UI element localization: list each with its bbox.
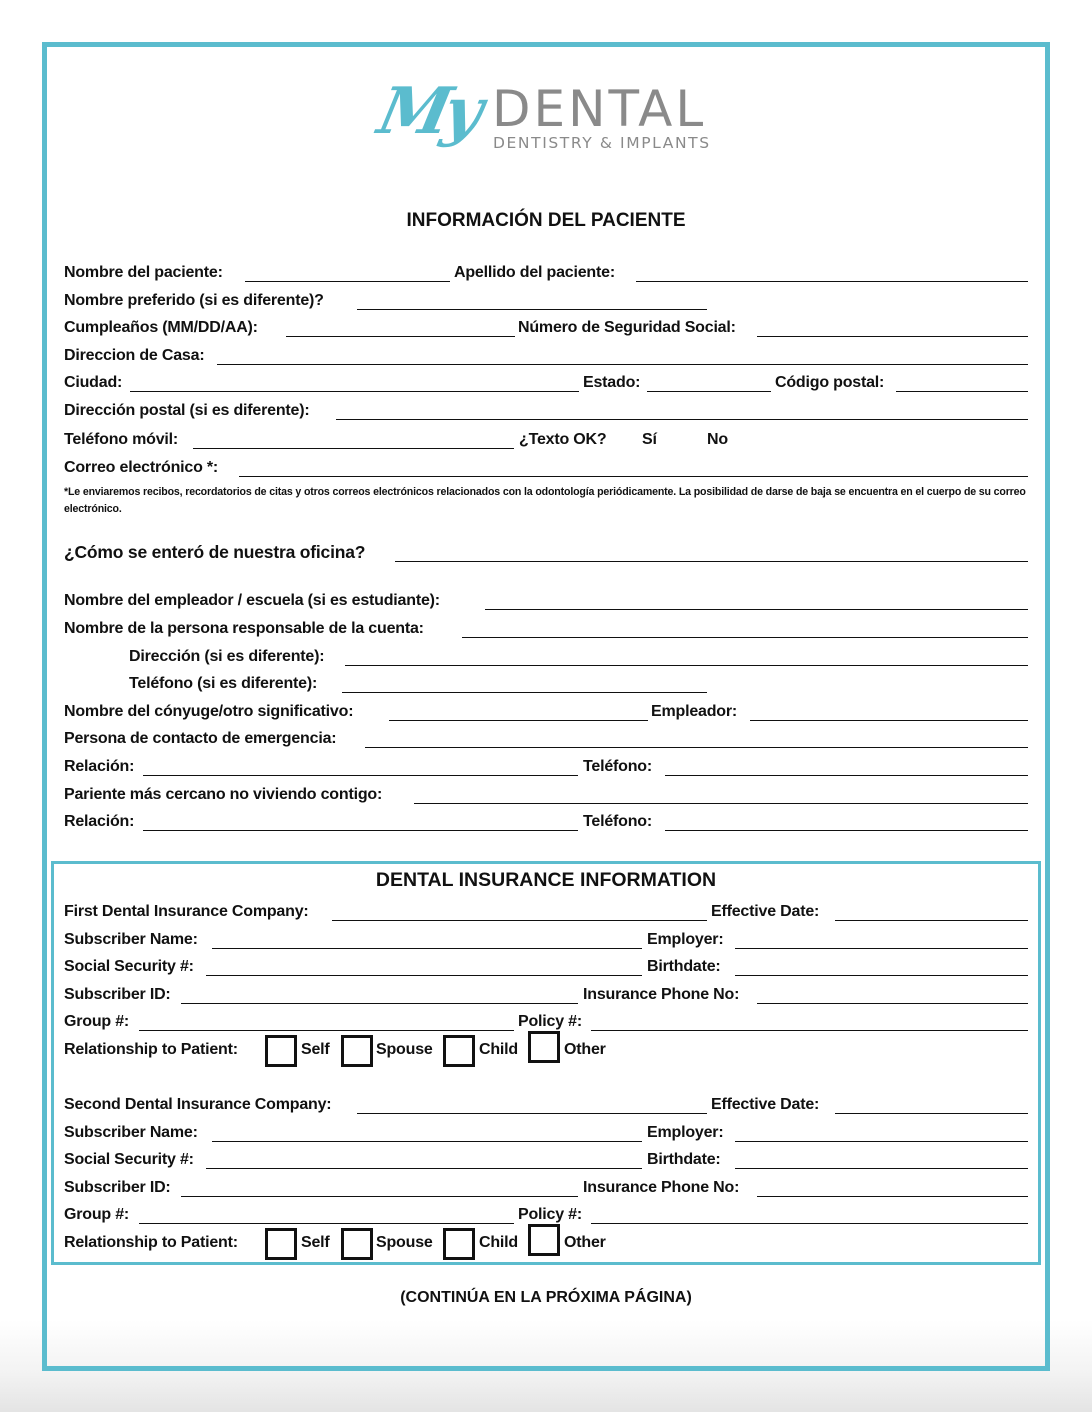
label-nearest-relative: Pariente más cercano no viviendo contigo: [64, 786, 383, 803]
label-preferred-name: Nombre preferido (si es diferente)? [64, 292, 324, 309]
label-rp-address: Dirección (si es diferente): [129, 648, 325, 665]
responsible-party-field[interactable] [462, 637, 1028, 638]
label-ins2-relationship: Relationship to Patient: [64, 1234, 238, 1251]
label-employer-school: Nombre del empleador / escuela (si es estudiante): [64, 592, 440, 609]
ins1-ssn-field[interactable] [206, 975, 642, 976]
ins1-subscriber-name-field[interactable] [212, 948, 642, 949]
form-title: INFORMACIÓN DEL PACIENTE [406, 210, 686, 231]
ins2-company-field[interactable] [357, 1113, 707, 1114]
continued-note: (CONTINÚA EN LA PRÓXIMA PÁGINA) [400, 1289, 692, 1306]
label-nr-phone: Teléfono: [583, 813, 653, 830]
label-zip: Código postal: [775, 374, 885, 391]
ins1-effective-date-field[interactable] [835, 920, 1028, 921]
text-ok-yes-option[interactable]: Sí [642, 431, 657, 448]
ins2-effective-date-field[interactable] [835, 1113, 1028, 1114]
email-note: *Le enviaremos recibos, recordatorios de citas y otros correos electrónicos relacionados con la odontología periódicamente. La posibilidad de darse de baja se encuentra en el cuerpo de su correo electrónico. [64, 486, 1026, 515]
ins2-phone-field[interactable] [757, 1196, 1028, 1197]
spouse-field[interactable] [389, 720, 648, 721]
label-ins2-effective-date: Effective Date: [711, 1096, 820, 1113]
ins1-other-label: Other [564, 1041, 606, 1058]
ins2-child-checkbox[interactable] [443, 1228, 475, 1260]
label-ins2-group: Group #: [64, 1206, 130, 1223]
ins2-policy-field[interactable] [591, 1223, 1028, 1224]
nr-relation-field[interactable] [143, 830, 578, 831]
label-spouse-employer: Empleador: [651, 703, 738, 720]
ins1-other-checkbox[interactable] [528, 1031, 560, 1063]
last-name-field[interactable] [636, 281, 1028, 282]
ins2-subscriber-name-field[interactable] [212, 1141, 642, 1142]
ec-relation-field[interactable] [143, 775, 578, 776]
ins1-employer-field[interactable] [735, 948, 1028, 949]
ins1-self-checkbox[interactable] [265, 1035, 297, 1067]
ins2-spouse-label: Spouse [376, 1234, 433, 1251]
label-nr-relation: Relación: [64, 813, 135, 830]
birthday-field[interactable] [286, 336, 515, 337]
label-ins1-policy: Policy #: [518, 1013, 583, 1030]
ins2-birthdate-field[interactable] [735, 1168, 1028, 1169]
label-ins1-phone: Insurance Phone No: [583, 986, 740, 1003]
label-text-ok: ¿Texto OK? [519, 431, 607, 448]
text-ok-no-option[interactable]: No [707, 431, 728, 448]
email-field[interactable] [239, 476, 1028, 477]
first-name-field[interactable] [245, 281, 450, 282]
label-mobile: Teléfono móvil: [64, 431, 179, 448]
ins2-child-label: Child [479, 1234, 518, 1251]
label-ins1-effective-date: Effective Date: [711, 903, 820, 920]
ins1-group-field[interactable] [139, 1030, 514, 1031]
label-ins2-policy: Policy #: [518, 1206, 583, 1223]
logo-script: My [372, 74, 485, 149]
ins1-spouse-checkbox[interactable] [341, 1035, 373, 1067]
ins2-spouse-checkbox[interactable] [341, 1228, 373, 1260]
label-email: Correo electrónico *: [64, 459, 219, 476]
logo-tagline: DENTISTRY & IMPLANTS [493, 134, 711, 152]
label-ins2-employer: Employer: [647, 1124, 724, 1141]
label-city: Ciudad: [64, 374, 123, 391]
preferred-name-field[interactable] [357, 309, 707, 310]
label-first-name: Nombre del paciente: [64, 264, 223, 281]
insurance-title: DENTAL INSURANCE INFORMATION [375, 869, 717, 891]
rp-address-field[interactable] [345, 665, 1028, 666]
ssn-field[interactable] [757, 336, 1028, 337]
label-ec-relation: Relación: [64, 758, 135, 775]
mobile-field[interactable] [193, 448, 514, 449]
label-ins1-subscriber-name: Subscriber Name: [64, 931, 198, 948]
label-ins1-employer: Employer: [647, 931, 724, 948]
label-ins1-relationship: Relationship to Patient: [64, 1041, 238, 1058]
ins2-ssn-field[interactable] [206, 1168, 642, 1169]
ins2-employer-field[interactable] [735, 1141, 1028, 1142]
ins2-other-label: Other [564, 1234, 606, 1251]
label-ssn: Número de Seguridad Social: [518, 319, 736, 336]
employer-school-field[interactable] [485, 609, 1028, 610]
ins1-policy-field[interactable] [591, 1030, 1028, 1031]
ins2-subscriber-id-field[interactable] [181, 1196, 578, 1197]
label-ins1-company: First Dental Insurance Company: [64, 903, 309, 920]
logo [372, 74, 720, 178]
state-field[interactable] [647, 391, 771, 392]
label-ins2-phone: Insurance Phone No: [583, 1179, 740, 1196]
ins1-child-label: Child [479, 1041, 518, 1058]
label-ins2-subscriber-name: Subscriber Name: [64, 1124, 198, 1141]
label-referral: ¿Cómo se enteró de nuestra oficina? [64, 542, 366, 562]
nearest-relative-field[interactable] [414, 803, 1028, 804]
mailing-address-field[interactable] [336, 419, 1028, 420]
label-ins1-group: Group #: [64, 1013, 130, 1030]
label-responsible-party: Nombre de la persona responsable de la cuenta: [64, 620, 424, 637]
referral-field[interactable] [395, 561, 1028, 562]
ins1-child-checkbox[interactable] [443, 1035, 475, 1067]
ins2-other-checkbox[interactable] [528, 1224, 560, 1256]
label-ins2-company: Second Dental Insurance Company: [64, 1096, 332, 1113]
label-ins2-subscriber-id: Subscriber ID: [64, 1179, 171, 1196]
city-field[interactable] [130, 391, 579, 392]
ins1-spouse-label: Spouse [376, 1041, 433, 1058]
label-rp-phone: Teléfono (si es diferente): [129, 675, 318, 692]
label-ins1-subscriber-id: Subscriber ID: [64, 986, 171, 1003]
label-ins1-birthdate: Birthdate: [647, 958, 721, 975]
emergency-contact-field[interactable] [365, 747, 1028, 748]
ins1-company-field[interactable] [332, 920, 707, 921]
home-address-field[interactable] [217, 364, 1028, 365]
label-ins2-ssn: Social Security #: [64, 1151, 194, 1168]
label-state: Estado: [583, 374, 641, 391]
ins2-self-label: Self [301, 1234, 330, 1251]
ins1-self-label: Self [301, 1041, 330, 1058]
label-ec-phone: Teléfono: [583, 758, 653, 775]
ins1-subscriber-id-field[interactable] [181, 1003, 578, 1004]
label-ins1-ssn: Social Security #: [64, 958, 194, 975]
label-ins2-birthdate: Birthdate: [647, 1151, 721, 1168]
ins2-group-field[interactable] [139, 1223, 514, 1224]
label-spouse: Nombre del cónyuge/otro significativo: [64, 703, 354, 720]
rp-phone-field[interactable] [342, 692, 707, 693]
label-home-address: Direccion de Casa: [64, 347, 205, 364]
label-last-name: Apellido del paciente: [454, 264, 615, 281]
spouse-employer-field[interactable] [750, 720, 1028, 721]
ins1-phone-field[interactable] [757, 1003, 1028, 1004]
nr-phone-field[interactable] [665, 830, 1028, 831]
ins2-self-checkbox[interactable] [265, 1228, 297, 1260]
label-birthday: Cumpleaños (MM/DD/AA): [64, 319, 258, 336]
label-mailing-address: Dirección postal (si es diferente): [64, 402, 310, 419]
logo-brand: DENTAL [492, 80, 707, 138]
ec-phone-field[interactable] [665, 775, 1028, 776]
zip-field[interactable] [896, 391, 1028, 392]
label-emergency-contact: Persona de contacto de emergencia: [64, 730, 337, 747]
ins1-birthdate-field[interactable] [735, 975, 1028, 976]
